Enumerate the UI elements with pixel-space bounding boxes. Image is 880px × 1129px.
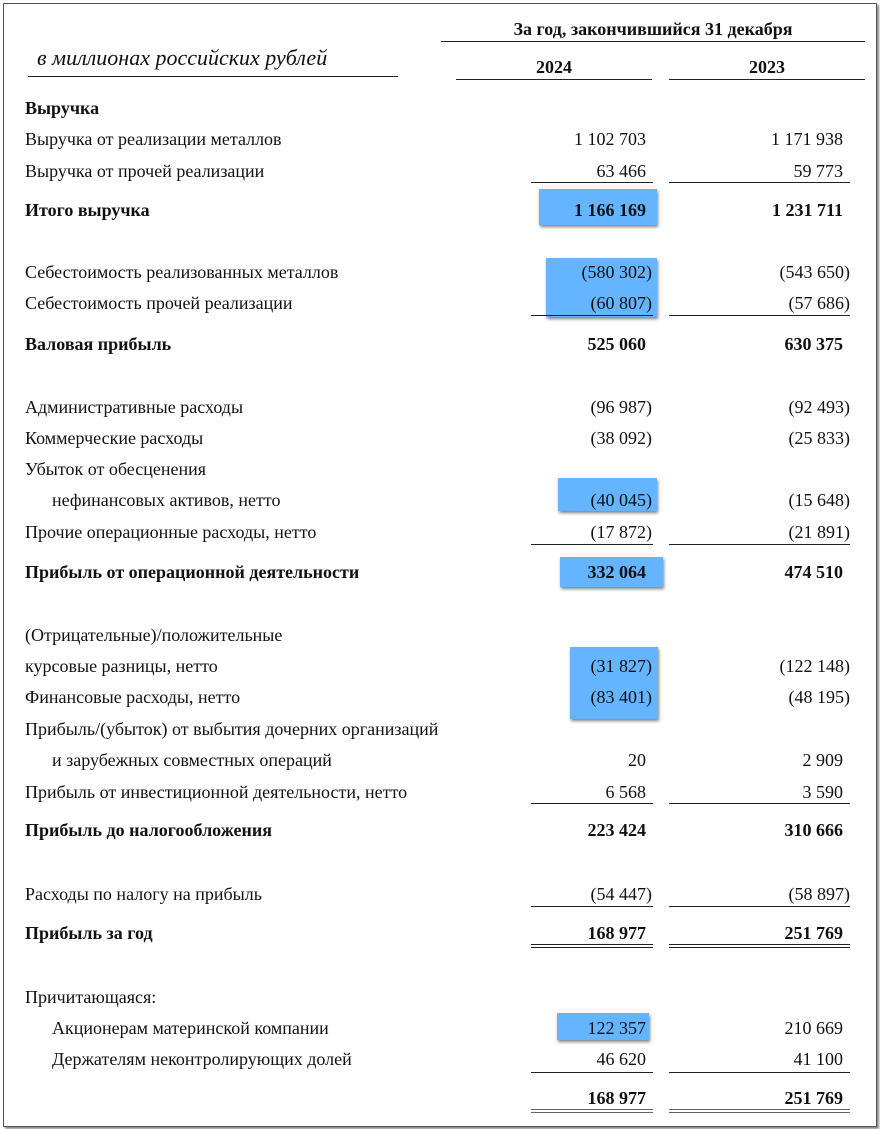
row-label: Прибыль от операционной деятельности	[25, 562, 360, 582]
subtotal-rule	[669, 803, 850, 804]
subtotal-rule	[531, 1072, 653, 1073]
row-label: Прочие операционные расходы, нетто	[25, 522, 317, 542]
subtotal-rule	[669, 1072, 850, 1073]
subtotal-rule	[669, 315, 850, 316]
subtotal-rule	[531, 906, 653, 907]
value-2024: 168 977	[587, 1088, 646, 1108]
value-2023: 41 100	[793, 1049, 843, 1069]
row-label: Убыток от обесценения	[25, 459, 207, 479]
value-2024: (60 807)	[590, 293, 652, 313]
subtotal-rule	[669, 906, 850, 907]
year-2024-header: 2024	[456, 56, 652, 80]
value-2024: (54 447)	[590, 884, 652, 904]
row-label: нефинансовых активов, нетто	[52, 490, 281, 510]
value-2024: 1 102 703	[574, 129, 646, 149]
subtotal-rule	[531, 544, 653, 545]
value-2023: (25 833)	[788, 428, 850, 448]
value-2023: 310 666	[784, 820, 843, 840]
value-2024: 168 977	[587, 923, 646, 943]
value-2024: (83 401)	[590, 687, 652, 707]
value-2024: 46 620	[596, 1049, 646, 1069]
year-2023-header: 2023	[669, 56, 865, 80]
value-2023: 251 769	[784, 1088, 843, 1108]
row-label: Прибыль/(убыток) от выбытия дочерних организаций	[25, 719, 439, 739]
value-2023: 474 510	[784, 562, 843, 582]
value-2024: (96 987)	[590, 397, 652, 417]
row-label: Причитающаяся:	[25, 987, 157, 1007]
value-2024: 223 424	[587, 820, 646, 840]
value-2023: (58 897)	[788, 884, 850, 904]
total-double-rule	[531, 1109, 653, 1113]
row-label: Выручка	[25, 98, 100, 118]
value-2023: 210 669	[784, 1018, 843, 1038]
row-label: Валовая прибыль	[25, 334, 172, 354]
row-label: (Отрицательные)/положительные	[25, 625, 283, 645]
period-header: За год, закончившийся 31 декабря	[441, 18, 865, 42]
value-2023: (48 195)	[788, 687, 850, 707]
row-label: Прибыль за год	[25, 923, 153, 943]
value-2024: (31 827)	[590, 656, 652, 676]
value-2023: 59 773	[793, 161, 843, 181]
value-2024: (580 302)	[581, 262, 652, 282]
row-label: Выручка от реализации металлов	[25, 129, 282, 149]
units-underline	[28, 76, 398, 77]
row-label: Административные расходы	[25, 397, 244, 417]
row-label: Себестоимость реализованных металлов	[25, 262, 339, 282]
row-label: Прибыль от инвестиционной деятельности, нетто	[25, 782, 408, 802]
value-2023: 251 769	[784, 923, 843, 943]
row-label: Итого выручка	[25, 200, 150, 220]
row-label: Коммерческие расходы	[25, 428, 204, 448]
row-label: и зарубежных совместных операций	[52, 750, 332, 770]
value-2024: (38 092)	[590, 428, 652, 448]
row-label: Акционерам материнской компании	[52, 1018, 329, 1038]
value-2023: (122 148)	[779, 656, 850, 676]
value-2024: 332 064	[587, 562, 646, 582]
value-2024: 1 166 169	[574, 200, 646, 220]
total-double-rule	[669, 944, 850, 948]
row-label: Выручка от прочей реализации	[25, 161, 265, 181]
row-label: Держателям неконтролирующих долей	[52, 1049, 352, 1069]
subtotal-rule	[669, 182, 850, 183]
row-label: Расходы по налогу на прибыль	[25, 884, 262, 904]
value-2023: 2 909	[802, 750, 843, 770]
value-2023: (92 493)	[788, 397, 850, 417]
units-caption: в миллионах российских рублей	[37, 45, 328, 70]
total-double-rule	[669, 1109, 850, 1113]
subtotal-rule	[531, 315, 653, 316]
subtotal-rule	[531, 182, 653, 183]
value-2024: 63 466	[596, 161, 646, 181]
value-2024: 20	[628, 750, 646, 770]
row-label: курсовые разницы, нетто	[25, 656, 218, 676]
subtotal-rule	[531, 803, 653, 804]
value-2024: 6 568	[605, 782, 646, 802]
value-2023: 630 375	[784, 334, 843, 354]
value-2023: (543 650)	[779, 262, 850, 282]
value-2024: 122 357	[587, 1018, 646, 1038]
row-label: Прибыль до налогообложения	[25, 820, 272, 840]
row-label: Себестоимость прочей реализации	[25, 293, 293, 313]
value-2024: (40 045)	[590, 490, 652, 510]
subtotal-rule	[669, 544, 850, 545]
value-2023: 3 590	[802, 782, 843, 802]
total-double-rule	[531, 944, 653, 948]
value-2023: 1 171 938	[771, 129, 843, 149]
value-2023: (21 891)	[788, 522, 850, 542]
value-2024: 525 060	[587, 334, 646, 354]
value-2023: (15 648)	[788, 490, 850, 510]
row-label: Финансовые расходы, нетто	[25, 687, 241, 707]
value-2023: 1 231 711	[771, 200, 843, 220]
value-2023: (57 686)	[788, 293, 850, 313]
value-2024: (17 872)	[590, 522, 652, 542]
